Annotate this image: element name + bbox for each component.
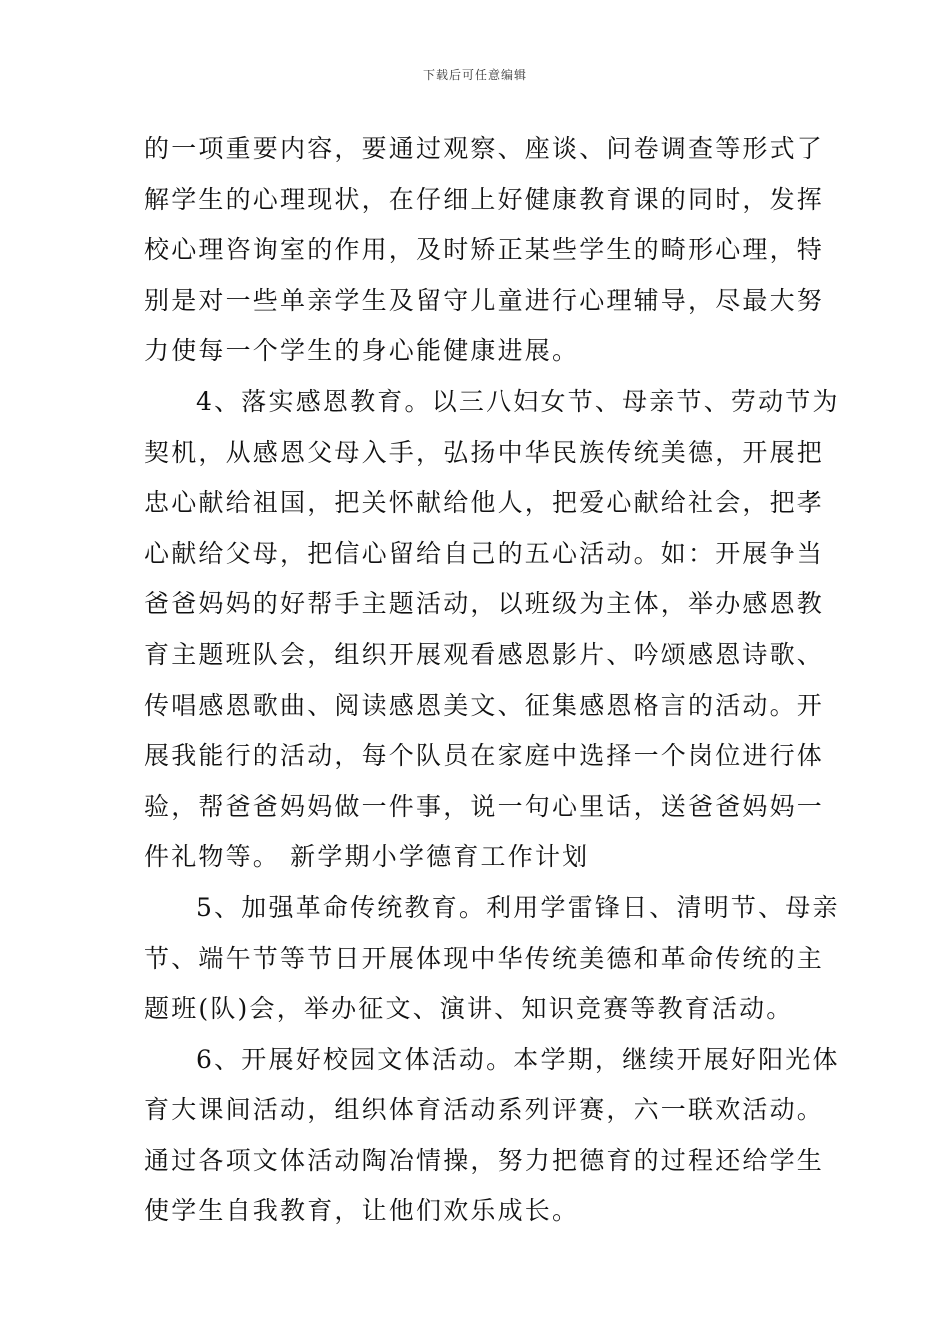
text-line: 的一项重要内容，要通过观察、座谈、问卷调查等形式了: [144, 134, 825, 163]
text-line: 育大课间活动，组织体育活动系列评赛，六一联欢活动。: [144, 1095, 825, 1125]
text-line: 件礼物等。 新学期小学德育工作计划: [144, 842, 590, 872]
text-line: 4、落实感恩教育。以三八妇女节、母亲节、劳动节为: [196, 386, 840, 416]
header-note: 下载后可任意编辑: [422, 68, 527, 82]
text-line: 验，帮爸爸妈妈做一件事，说一句心里话，送爸爸妈妈一: [144, 791, 825, 821]
text-line: 展我能行的活动，每个队员在家庭中选择一个岗位进行体: [144, 741, 825, 771]
text-line: 别是对一些单亲学生及留守儿童进行心理辅导，尽最大努: [144, 285, 825, 315]
text-line: 育主题班队会，组织开展观看感恩影片、吟颂感恩诗歌、: [144, 639, 825, 669]
text-line: 传唱感恩歌曲、阅读感恩美文、征集感恩格言的活动。开: [144, 690, 825, 720]
text-line: 节、端午节等节日开展体现中华传统美德和革命传统的主: [144, 943, 825, 973]
document-body: [144, 124, 840, 1237]
text-line: 契机，从感恩父母入手，弘扬中华民族传统美德，开展把: [144, 437, 825, 467]
text-line: 5、加强革命传统教育。利用学雷锋日、清明节、母亲: [196, 892, 840, 922]
text-line: 爸爸妈妈的好帮手主题活动，以班级为主体，举办感恩教: [144, 589, 825, 619]
text-line: 力使每一个学生的身心能健康进展。: [144, 336, 580, 366]
text-line: 题班(队)会，举办征文、演讲、知识竞赛等教育活动。: [144, 994, 794, 1024]
text-line: 心献给父母，把信心留给自己的五心活动。如：开展争当: [144, 538, 825, 568]
text-line: 通过各项文体活动陶冶情操，努力把德育的过程还给学生: [144, 1145, 825, 1175]
text-line: 解学生的心理现状，在仔细上好健康教育课的同时，发挥: [144, 184, 825, 214]
text-line: 忠心献给祖国，把关怀献给他人，把爱心献给社会，把孝: [144, 488, 825, 518]
text-line: 6、开展好校园文体活动。本学期，继续开展好阳光体: [196, 1044, 840, 1074]
text-line: 使学生自我教育，让他们欢乐成长。: [144, 1196, 580, 1226]
text-line: 校心理咨询室的作用，及时矫正某些学生的畸形心理，特: [144, 235, 825, 265]
